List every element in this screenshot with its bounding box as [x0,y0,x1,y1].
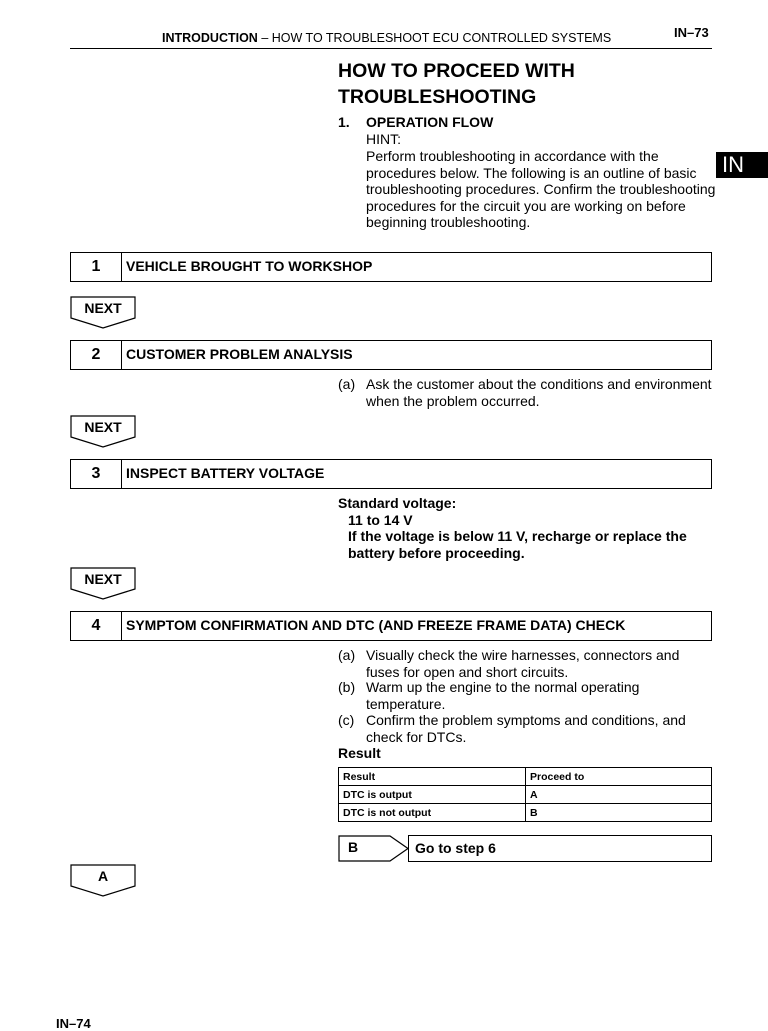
step-number: 4 [71,612,122,640]
item-label: (a) [338,647,356,663]
step-title: INSPECT BATTERY VOLTAGE [126,465,325,481]
next-label: NEXT [84,571,122,587]
table-row [339,804,712,822]
step4-item-b [338,679,718,713]
step-number: 1 [71,253,122,281]
table-header-cell: Proceed to [526,768,712,786]
goto-step-box [408,835,712,862]
step-number: 2 [71,341,122,369]
step4-item-a [338,647,718,681]
goto-step-text: Go to step 6 [415,840,496,856]
table-row [339,786,712,804]
result-heading: Result [338,745,381,761]
section-number: 1. [338,114,350,130]
step-box-3 [70,459,712,489]
step-title: VEHICLE BROUGHT TO WORKSHOP [126,258,373,274]
next-label: NEXT [84,419,122,435]
header-rule [70,48,712,49]
branch-b-tag [338,835,410,861]
table-header-cell: Result [339,768,526,786]
table-cell: A [526,786,712,804]
section-title: OPERATION FLOW [366,114,494,130]
result-table [338,767,712,822]
item-text: Visually check the wire harnesses, connectors and fuses for open and short circuits. [366,647,680,680]
header-section: INTRODUCTION [162,31,258,45]
branch-a-label: A [97,868,109,884]
item-label: (b) [338,679,356,695]
hint-label: HINT: [366,131,401,147]
item-label: (a) [338,376,356,392]
next-page-number: IN–74 [56,1016,91,1031]
branch-a-badge [70,864,136,898]
table-cell: DTC is not output [339,804,526,822]
battery-note: If the voltage is below 11 V, recharge or replace the battery before proceeding. [348,528,687,561]
step-box-4 [70,611,712,641]
page-number: IN–73 [674,25,709,40]
next-label: NEXT [84,300,122,316]
step-number: 3 [71,460,122,488]
item-label: (c) [338,712,355,728]
next-badge [70,296,136,330]
table-cell: DTC is output [339,786,526,804]
next-badge [70,567,136,601]
section-tab: IN [716,152,768,178]
step4-item-c [338,712,718,746]
step-title: SYMPTOM CONFIRMATION AND DTC (AND FREEZE FRAME DATA) CHECK [126,617,626,633]
table-header-row [339,768,712,786]
next-badge [70,415,136,449]
standard-voltage-label: Standard voltage: [338,495,457,511]
step-box-1 [70,252,712,282]
table-cell: B [526,804,712,822]
header-dash: – [261,31,269,45]
running-header [162,31,611,45]
item-text: Confirm the problem symptoms and conditions, and check for DTCs. [366,712,686,745]
page-title: HOW TO PROCEED WITH TROUBLESHOOTING [338,60,575,108]
step-title: CUSTOMER PROBLEM ANALYSIS [126,346,353,362]
header-subtitle: HOW TO TROUBLESHOOT ECU CONTROLLED SYSTEMS [271,31,612,45]
hint-text: Perform troubleshooting in accordance with the procedures below. The following is an outline of basic troubleshooting procedures. Confirm the troubleshooting procedures for the circuit you are working on before beginning troubleshooting. [366,148,716,230]
step-box-2 [70,340,712,370]
step2-item-a [338,376,718,410]
item-text: Ask the customer about the conditions and environment when the problem occurred. [366,376,712,409]
item-text: Warm up the engine to the normal operating temperature. [366,679,640,712]
branch-b-label: B [348,839,359,855]
standard-voltage-value: 11 to 14 V [348,512,413,528]
